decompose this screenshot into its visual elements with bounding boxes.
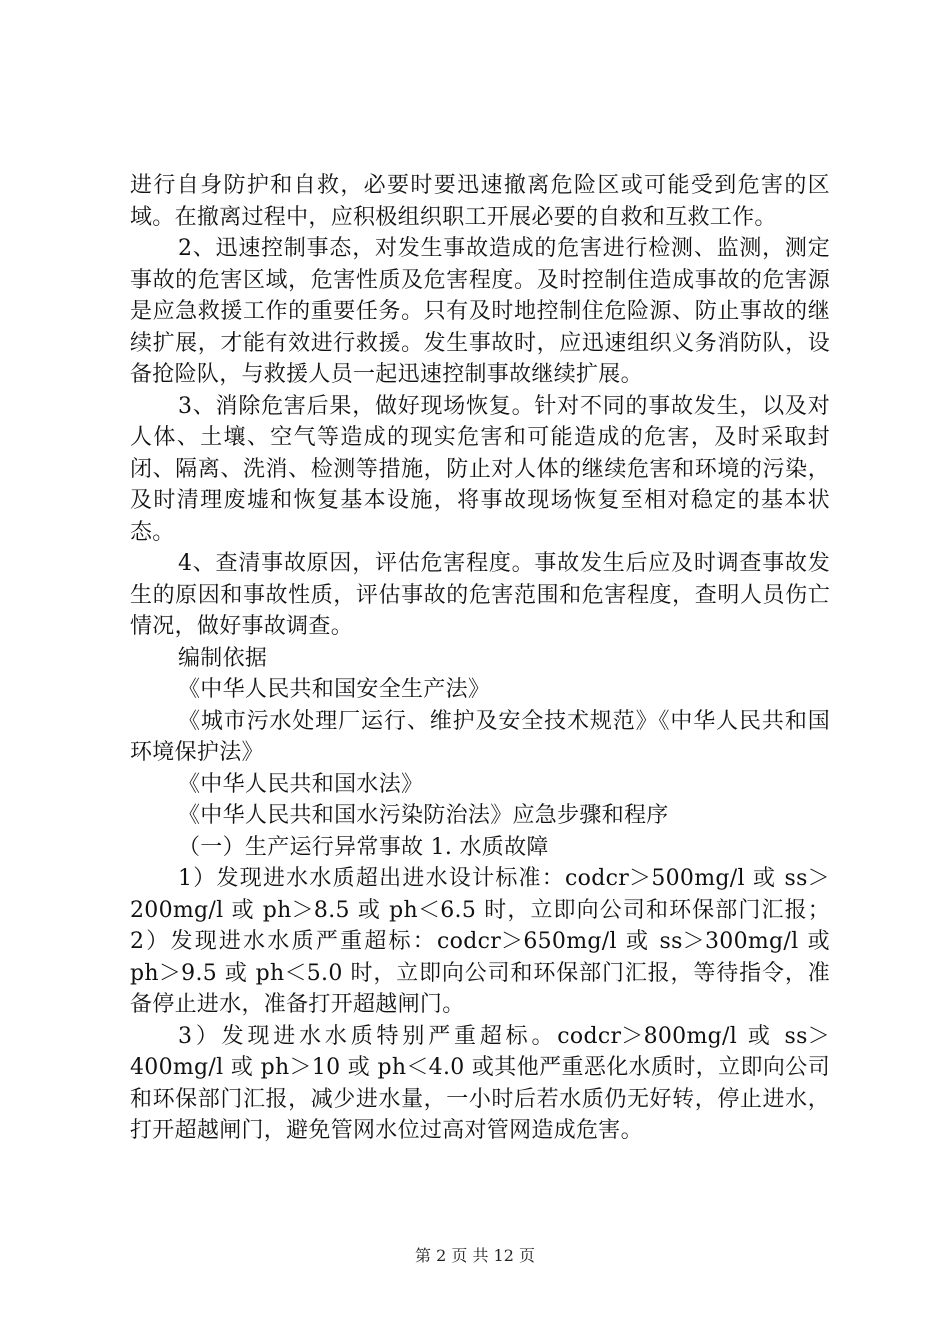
paragraph-control-situation: 2、迅速控制事态，对发生事故造成的危害进行检测、监测，测定事故的危害区域，危害性质及危害程度。及时控制住造成事故的危害源是应急救援工作的重要任务。只有及时地控制住危险源、防止事故的继续扩展，才能有效进行救援。发生事故时，应迅速组织义务消防队，设备抢险队，与救援人员一起迅速控制事故继续扩展。 <box>130 236 830 387</box>
reference-sewage-standard: 《城市污水处理厂运行、维护及安全技术规范》《中华人民共和国环境保护法》 <box>130 708 830 765</box>
reference-pollution-law: 《中华人民共和国水污染防治法》应急步骤和程序 <box>178 803 669 828</box>
section-heading-basis: 编制依据 <box>178 645 268 671</box>
reference-water-law: 《中华人民共和国水法》 <box>178 771 424 797</box>
document-body <box>130 170 830 1147</box>
paragraph-investigate-cause: 4、查清事故原因，评估危害程度。事故发生后应及时调查事故发生的原因和事故性质，评估事故的危害范围和危害程度，查明人员伤亡情况，做好事故调查。 <box>130 551 830 639</box>
page-footer: 第 2 页 共 12 页 <box>415 1246 535 1265</box>
subheading-operation-accident: （一）生产运行异常事故 1. 水质故障 <box>178 834 549 860</box>
reference-safety-law: 《中华人民共和国安全生产法》 <box>178 677 491 702</box>
paragraph-self-rescue: 进行自身防护和自救，必要时要迅速撤离危险区或可能受到危害的区域。在撤离过程中，应积极组织职工开展必要的自救和互救工作。 <box>130 173 830 230</box>
paragraph-water-quality-3: 3）发现进水水质特别严重超标。codcr＞800mg/l 或 ss＞400mg/l 或 ph＞10 或 ph＜4.0 或其他严重恶化水质时，立即向公司和环保部门汇报，减少进水量，一小时后若水质仍无好转，停止进水，打开超越闸门，避免管网水位过高对管网造成危害。 <box>130 1023 830 1143</box>
paragraph-eliminate-hazard: 3、消除危害后果，做好现场恢复。针对不同的事故发生，以及对人体、土壤、空气等造成的现实危害和可能造成的危害，及时采取封闭、隔离、洗消、检测等措施，防止对人体的继续危害和环境的污染，及时清理废墟和恢复基本设施，将事故现场恢复至相对稳定的基本状态。 <box>130 393 830 545</box>
paragraph-water-quality-1-2: 1）发现进水水质超出进水设计标准：codcr＞500mg/l 或 ss＞200mg/l 或 ph＞8.5 或 ph＜6.5 时，立即向公司和环保部门汇报；2）发现进水水质严重超标：codcr＞650mg/l 或 ss＞300mg/l 或 ph＞9.5 或 ph＜5.0 时，立即向公司和环保部门汇报，等待指令，准备停止进水，准备打开超越闸门。 <box>130 866 830 1017</box>
